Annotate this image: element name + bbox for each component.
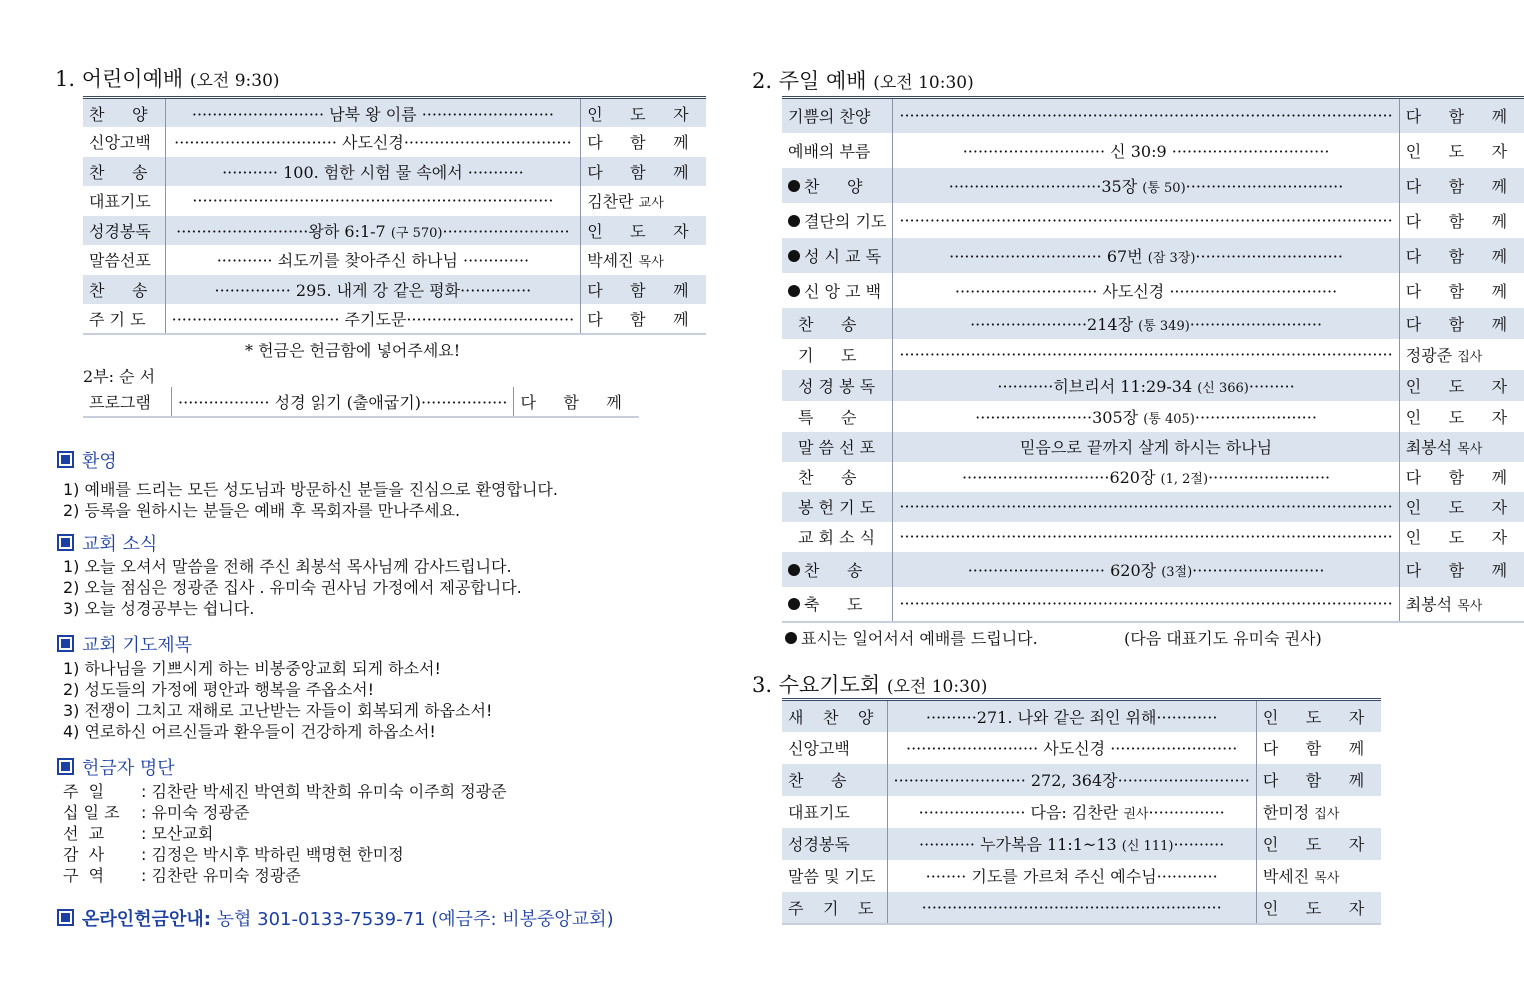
square-bullet-icon <box>57 909 74 926</box>
table-row: 말 씀 선 포 믿음으로 끝까지 살게 하시는 하나님 최봉석 목사 <box>782 432 1524 462</box>
welcome-heading: 환영 <box>57 447 117 473</box>
next-prayer-note: (다음 대표기도 유미숙 권사) <box>1124 629 1322 648</box>
table-row: 신앙고백 ·························· 사도신경 ························· 다 함 께 <box>782 732 1381 764</box>
section-2-title: 2. 주일 예배 (오전 10:30) <box>752 69 974 93</box>
list-item: 십 일 조 : 유미숙 정광준 <box>63 803 250 822</box>
childrens-service-table <box>83 96 706 335</box>
standing-mark-icon <box>785 632 797 644</box>
table-row: 찬 양 ·························· 남북 왕 이름 ·························· 인 도 자 <box>83 98 706 128</box>
table-row: 대표기도 ····················· 다음: 김찬란 권사··············· 한미정 집사 <box>782 796 1381 828</box>
list-item: 3) 전쟁이 그치고 재해로 고난받는 자들이 회복되게 하옵소서! <box>63 701 493 720</box>
table-row: 예배의 부름 ···························· 신 30:9 ······························· 인 도 자 <box>782 133 1524 168</box>
list-item: 3) 오늘 성경공부는 쉽니다. <box>63 599 255 618</box>
square-bullet-icon <box>57 758 74 775</box>
section-3-title: 3. 수요기도회 (오전 10:30) <box>752 673 988 697</box>
donors-list <box>63 781 507 886</box>
table-row: 봉 헌 기 도 ································································································· 인 도 자 <box>782 492 1524 522</box>
table-row: 찬 송 ·····························620장 (1, 2절)························ 다 함 께 <box>782 462 1524 492</box>
list-item: 1) 하나님을 기쁘시게 하는 비봉중앙교회 되게 하소서! <box>63 659 441 678</box>
list-item: 1) 예배를 드리는 모든 성도님과 방문하신 분들을 진심으로 환영합니다. <box>63 480 558 499</box>
list-item: 선 교 : 모산교회 <box>63 824 214 843</box>
table-row: 신앙고백 ································ 사도신경································· 다 함 께 <box>83 127 706 157</box>
section-1-title: 1. 어린이예배 (오전 9:30) <box>55 67 280 91</box>
news-list <box>63 556 522 619</box>
table-row: 성경봉독 ··························왕하 6:1-7 (구 570)························· 인 도 자 <box>83 216 706 246</box>
online-offering-info: 온라인헌금안내: 농협 301-0133-7539-71 (예금주: 비봉중앙교회) <box>57 905 614 931</box>
standing-mark-icon <box>788 564 800 576</box>
welcome-list <box>63 479 558 521</box>
table-row: 결단의 기도 ································································································· 다 함 께 <box>782 203 1524 238</box>
standing-mark-icon <box>788 285 800 297</box>
standing-mark-icon <box>788 598 800 610</box>
part2-label: 2부: 순 서 <box>83 367 156 386</box>
table-row: 주 기 도 ································· 주기도문································· 다 함 께 <box>83 304 706 334</box>
part2-table <box>83 387 639 418</box>
table-row: 특 순 ·······················305장 (통 405)························ 인 도 자 <box>782 401 1524 432</box>
table-row: 신 앙 고 백 ···························· 사도신경 ································· 다 함 께 <box>782 273 1524 308</box>
list-item: 주 일 : 김찬란 박세진 박연희 박찬희 유미숙 이주희 정광준 <box>63 782 507 801</box>
table-row: 찬 송 ··········· 100. 험한 시험 물 속에서 ··········· 다 함 께 <box>83 157 706 187</box>
list-item: 2) 성도들의 가정에 평안과 행복을 주옵소서! <box>63 680 375 699</box>
table-row: 성 시 교 독 ······························ 67번 (잠 3장)····························· 다 함 께 <box>782 238 1524 273</box>
table-row: 말씀선포 ··········· 쇠도끼를 찾아주신 하나님 ············· 박세진 목사 <box>83 245 706 275</box>
prayer-list <box>63 658 492 742</box>
table-row: 찬 송 ·························· 272, 364장·························· 다 함 께 <box>782 764 1381 796</box>
list-item: 1) 오늘 오셔서 말씀을 전해 주신 최봉석 목사님께 감사드립니다. <box>63 557 512 576</box>
sunday-service-table <box>782 96 1524 623</box>
table-row: 교 회 소 식 ································································································· 인 도 자 <box>782 522 1524 552</box>
standing-mark-icon <box>788 215 800 227</box>
square-bullet-icon <box>57 451 74 468</box>
table-row: 축 도 ································································································· 최봉석 목사 <box>782 587 1524 622</box>
standing-mark-icon <box>788 250 800 262</box>
donors-heading: 헌금자 명단 <box>57 754 175 780</box>
table-row: 찬 송 ·······················214장 (통 349)·························· 다 함 께 <box>782 308 1524 339</box>
table-row: 기쁨의 찬양 ································································································· 다 함 께 <box>782 98 1524 133</box>
offering-note: * 헌금은 헌금함에 넣어주세요! <box>245 341 461 360</box>
table-row: 대표기도 ······································································· 김찬란 교사 <box>83 186 706 216</box>
square-bullet-icon <box>57 534 74 551</box>
table-row: 찬 양 ······························35장 (통 50)······························· 다 함 께 <box>782 168 1524 203</box>
table-row: 성경봉독 ··········· 누가복음 11:1~13 (신 111)·········· 인 도 자 <box>782 828 1381 860</box>
prayer-heading: 교회 기도제목 <box>57 631 192 657</box>
news-heading: 교회 소식 <box>57 530 157 556</box>
table-row: 프로그램 ·················· 성경 읽기 (출애굽기)················· 다 함 께 <box>83 387 639 417</box>
table-row: 찬 송 ··············· 295. 내게 강 같은 평화·············· 다 함 께 <box>83 275 706 305</box>
wednesday-prayer-table <box>782 698 1381 925</box>
table-row: 말씀 및 기도 ········ 기도를 가르쳐 주신 예수님············ 박세진 목사 <box>782 860 1381 892</box>
list-item: 2) 등록을 원하시는 분들은 예배 후 목회자를 만나주세요. <box>63 501 461 520</box>
standing-mark-icon <box>788 180 800 192</box>
table-row: 성 경 봉 독 ···········히브리서 11:29-34 (신 366)········· 인 도 자 <box>782 370 1524 401</box>
list-item: 2) 오늘 점심은 정광준 집사 . 유미숙 권사님 가정에서 제공합니다. <box>63 578 522 597</box>
list-item: 4) 연로하신 어르신들과 환우들이 건강하게 하옵소서! <box>63 722 436 741</box>
table-row: 주 기 도 ··························································· 인 도 자 <box>782 892 1381 924</box>
list-item: 구 역 : 김찬란 유미숙 정광준 <box>63 866 301 885</box>
standing-footnote: 표시는 일어서서 예배를 드립니다. <box>785 626 1038 649</box>
square-bullet-icon <box>57 635 74 652</box>
table-row: 새 찬 양 ··········271. 나와 같은 죄인 위해············ 인 도 자 <box>782 700 1381 732</box>
table-row: 기 도 ································································································· 정광준 집사 <box>782 339 1524 370</box>
table-row: 찬 송 ··························· 620장 (3절)·························· 다 함 께 <box>782 552 1524 587</box>
list-item: 감 사 : 김정은 박시후 박하린 백명현 한미정 <box>63 845 404 864</box>
